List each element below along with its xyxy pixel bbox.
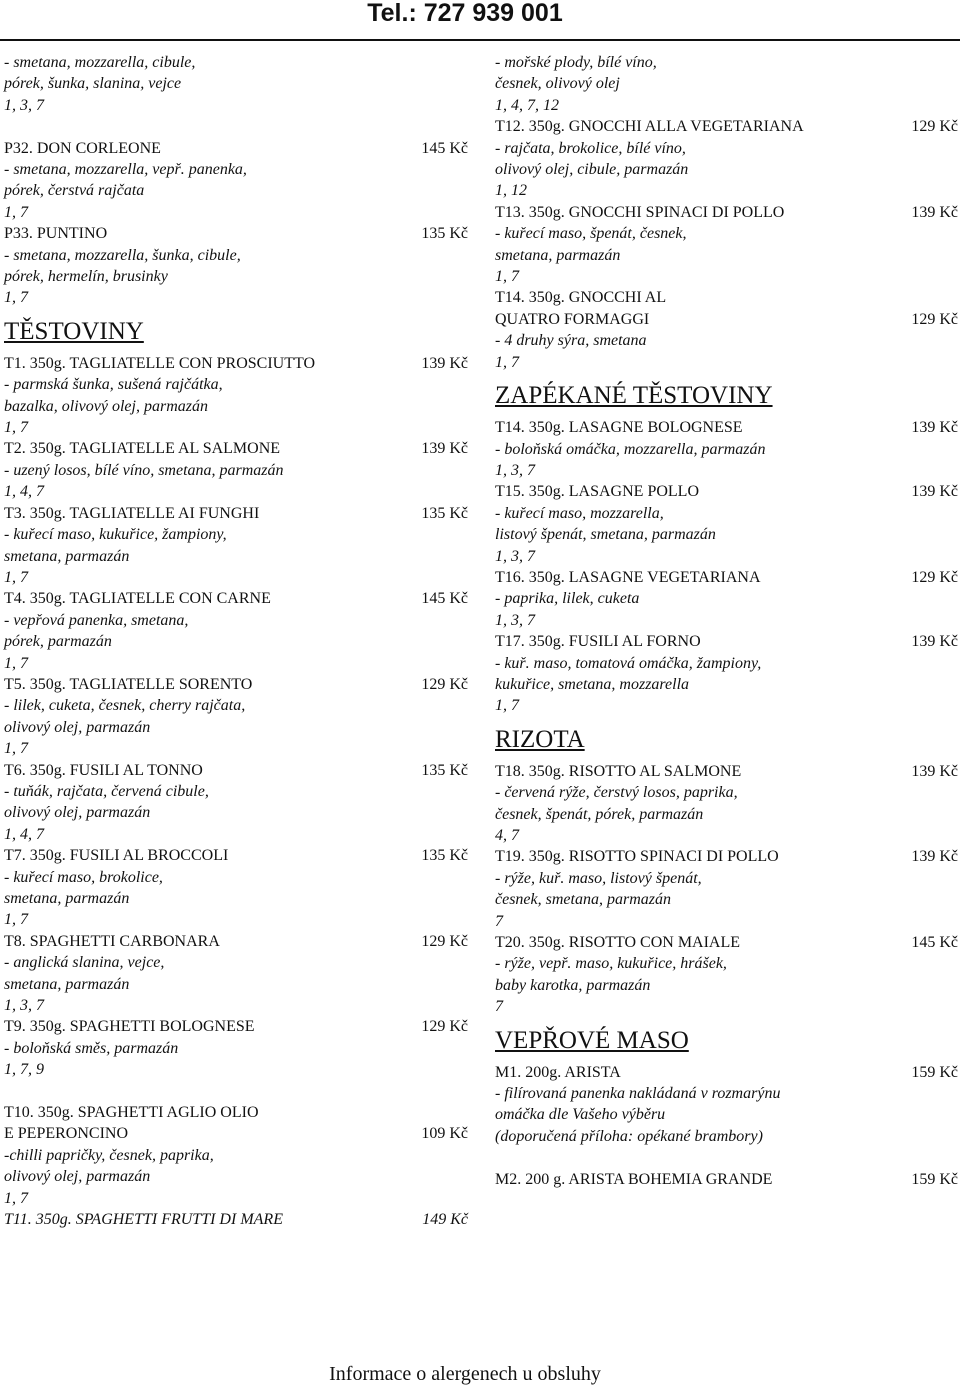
menu-line-text: T20. 350g. RISOTTO CON MAIALE [495, 934, 741, 952]
menu-line-text: 1, 4, 7, 12 [495, 96, 559, 114]
menu-item-price: 139 Kč [421, 440, 468, 458]
menu-line-text: - paprika, lilek, cuketa [495, 590, 640, 608]
menu-item-description [4, 159, 468, 180]
menu-line-text: T13. 350g. GNOCCHI SPINACI DI POLLO [495, 203, 785, 221]
menu-item-price: 135 Kč [421, 761, 468, 779]
menu-line-text: 1, 7 [4, 289, 28, 307]
menu-item-description [4, 909, 468, 930]
section-heading: RIZOTA [495, 725, 585, 753]
menu-item-price: 139 Kč [911, 483, 958, 501]
menu-item-title [4, 438, 468, 459]
menu-line-text: 1, 7 [4, 911, 28, 929]
menu-line-text: M2. 200 g. ARISTA BOHEMIA GRANDE [495, 1170, 773, 1188]
menu-line-text: - mořské plody, bílé víno, [495, 54, 657, 71]
menu-item-price: 135 Kč [421, 504, 468, 522]
menu-item-description [495, 524, 958, 545]
menu-line-text: QUATRO FORMAGGI [495, 310, 650, 328]
menu-line-text: (doporučená příloha: opékané brambory) [495, 1127, 763, 1145]
menu-item-price: 159 Kč [911, 1170, 958, 1188]
menu-item-description [4, 824, 468, 845]
menu-item-description [4, 1188, 468, 1209]
menu-line-text: T8. SPAGHETTI CARBONARA [4, 932, 220, 950]
menu-item-description [4, 374, 468, 395]
menu-line-text: - 4 druhy sýra, smetana [495, 332, 647, 350]
menu-item-description [4, 1145, 468, 1166]
menu-item-description [4, 867, 468, 888]
menu-item-title [495, 932, 958, 953]
menu-line-text: - smetana, mozzarella, vepř. panenka, [4, 161, 247, 179]
menu-item-description [495, 996, 958, 1017]
menu-item-price: 129 Kč [911, 568, 958, 586]
menu-line-text: 1, 3, 7 [4, 997, 44, 1015]
menu-item-description [4, 1038, 468, 1059]
menu-line-text: T1. 350g. TAGLIATELLE CON PROSCIUTTO [4, 354, 316, 372]
menu-item-description [4, 738, 468, 759]
menu-line-text: omáčka dle Vašeho výběru [495, 1106, 666, 1124]
menu-line-text: 1, 7 [4, 203, 28, 221]
menu-item-price: 145 Kč [421, 590, 468, 608]
menu-line-text: - vepřová panenka, smetana, [4, 611, 189, 629]
menu-line-text: 1, 7 [4, 1189, 28, 1207]
menu-line-text: - uzený losos, bílé víno, smetana, parmazán [4, 461, 284, 479]
menu-item-title [495, 567, 958, 588]
menu-item-title [4, 674, 468, 695]
menu-line-text: T6. 350g. FUSILI AL TONNO [4, 761, 203, 779]
menu-line-text: baby karotka, parmazán [495, 976, 651, 994]
menu-item-title [495, 846, 958, 867]
menu-line-text: - kuř. maso, tomatová omáčka, žampiony, [495, 654, 762, 672]
menu-line-text: olivový olej, cibule, parmazán [495, 161, 689, 179]
menu-item-title [4, 931, 468, 952]
menu-item-description [495, 588, 958, 609]
menu-line-text: - kuřecí maso, špenát, česnek, [495, 225, 687, 243]
menu-item-description [4, 695, 468, 716]
right-column [495, 52, 958, 1190]
spacer [4, 116, 468, 137]
menu-line-text: olivový olej, parmazán [4, 718, 151, 736]
menu-line-text: pórek, šunka, slanina, vejce [4, 75, 182, 93]
menu-item-description [4, 52, 468, 73]
menu-item-title [495, 309, 958, 330]
menu-item-description [495, 503, 958, 524]
menu-line-text: bazalka, olivový olej, parmazán [4, 397, 208, 415]
menu-line-text: 1, 7 [4, 568, 28, 586]
menu-item-title [4, 588, 468, 609]
menu-item-description [4, 481, 468, 502]
menu-line-text: 4, 7 [495, 827, 519, 844]
allergen-footer: Informace o alergenech u obsluhy [329, 1363, 601, 1385]
menu-item-price: 129 Kč [421, 932, 468, 950]
menu-line-text: T2. 350g. TAGLIATELLE AL SALMONE [4, 440, 281, 458]
menu-item-title [4, 223, 468, 244]
menu-line-text: T19. 350g. RISOTTO SPINACI DI POLLO [495, 848, 779, 866]
menu-item-description [495, 653, 958, 674]
menu-item-description [4, 1166, 468, 1187]
menu-item-price: 135 Kč [421, 847, 468, 865]
menu-item-description [495, 1126, 958, 1147]
menu-line-text: T4. 350g. TAGLIATELLE CON CARNE [4, 590, 271, 608]
menu-item-description [495, 52, 958, 73]
menu-item-title [495, 202, 958, 223]
menu-item-description [495, 1083, 958, 1104]
menu-item-title [4, 845, 468, 866]
menu-line-text: 7 [495, 998, 503, 1016]
menu-line-text: - kuřecí maso, mozzarella, [495, 504, 664, 522]
menu-line-text: T17. 350g. FUSILI AL FORNO [495, 633, 701, 651]
menu-item-title [4, 353, 468, 374]
menu-line-text: T15. 350g. LASAGNE POLLO [495, 483, 699, 501]
header-divider [0, 39, 960, 41]
menu-item-title [495, 761, 958, 782]
menu-item-description [495, 460, 958, 481]
menu-line-text: olivový olej, parmazán [4, 804, 151, 822]
menu-item-description [495, 266, 958, 287]
menu-line-text: T18. 350g. RISOTTO AL SALMONE [495, 762, 742, 780]
menu-item-description [495, 546, 958, 567]
menu-item-price: 145 Kč [421, 139, 468, 157]
menu-item-price: 129 Kč [421, 1018, 468, 1036]
menu-item-description [4, 417, 468, 438]
menu-line-text: T12. 350g. GNOCCHI ALLA VEGETARIANA [495, 118, 804, 136]
menu-item-price: 149 Kč [422, 1211, 468, 1229]
menu-item-description [495, 439, 958, 460]
menu-line-text: 1, 7 [495, 697, 519, 715]
menu-line-text: T7. 350g. FUSILI AL BROCCOLI [4, 847, 229, 865]
menu-item-description [4, 888, 468, 909]
menu-item-description [495, 868, 958, 889]
menu-item-description [4, 524, 468, 545]
spacer [495, 1147, 958, 1168]
menu-item-description [4, 202, 468, 223]
menu-line-text: 7 [495, 912, 503, 930]
menu-item-description [495, 804, 958, 825]
menu-item-description [4, 717, 468, 738]
menu-line-text: -chilli papričky, česnek, paprika, [4, 1146, 214, 1164]
menu-item-description [4, 653, 468, 674]
menu-line-text: 1, 3, 7 [495, 611, 535, 629]
menu-item-description [4, 1209, 468, 1230]
menu-line-text: olivový olej, parmazán [4, 1168, 151, 1186]
menu-line-text: kukuřice, smetana, mozzarella [495, 675, 690, 693]
menu-line-text: pórek, čerstvá rajčata [4, 182, 145, 200]
menu-line-text: listový špenát, smetana, parmazán [495, 526, 716, 544]
menu-item-price: 139 Kč [911, 203, 958, 221]
menu-line-text: česnek, špenát, pórek, parmazán [495, 805, 704, 823]
menu-item-title [495, 287, 958, 308]
menu-item-price: 129 Kč [911, 310, 958, 328]
menu-item-title [4, 503, 468, 524]
menu-line-text: 1, 7 [495, 268, 519, 286]
menu-line-text: T16. 350g. LASAGNE VEGETARIANA [495, 568, 761, 586]
menu-line-text: T14. 350g. GNOCCHI AL [495, 289, 667, 307]
menu-line-text: 1, 7 [495, 353, 519, 371]
menu-item-title [495, 1062, 958, 1083]
menu-line-text: smetana, parmazán [4, 547, 130, 565]
menu-item-description [495, 674, 958, 695]
menu-line-text: - filírovaná panenka nakládaná v rozmarýnu [495, 1085, 781, 1103]
menu-item-price: 139 Kč [911, 762, 958, 780]
menu-line-text: E PEPERONCINO [4, 1125, 129, 1143]
menu-item-description [4, 180, 468, 201]
menu-item-description [495, 911, 958, 932]
menu-item-title [4, 1123, 468, 1144]
menu-line-text: 1, 4, 7 [4, 483, 44, 501]
section-heading: TĚSTOVINY [4, 317, 144, 345]
menu-item-title [495, 1169, 958, 1190]
menu-line-text: P32. DON CORLEONE [4, 139, 161, 157]
menu-item-price: 139 Kč [911, 848, 958, 866]
menu-item-description [4, 567, 468, 588]
menu-item-price: 139 Kč [911, 419, 958, 437]
menu-item-price: 159 Kč [911, 1063, 958, 1081]
menu-line-text: T9. 350g. SPAGHETTI BOLOGNESE [4, 1018, 255, 1036]
menu-item-title [4, 760, 468, 781]
menu-line-text: - smetana, mozzarella, šunka, cibule, [4, 246, 241, 264]
menu-line-text: T10. 350g. SPAGHETTI AGLIO OLIO [4, 1104, 259, 1122]
menu-item-description [495, 223, 958, 244]
menu-line-text: smetana, parmazán [4, 975, 130, 993]
menu-item-description [495, 245, 958, 266]
menu-item-price: 145 Kč [911, 934, 958, 952]
left-column [4, 52, 468, 1231]
menu-item-description [495, 782, 958, 803]
menu-item-price: 129 Kč [911, 118, 958, 136]
menu-line-text: pórek, parmazán [4, 633, 112, 651]
menu-item-price: 129 Kč [421, 675, 468, 693]
menu-line-text: T14. 350g. LASAGNE BOLOGNESE [495, 419, 743, 437]
menu-line-text: - rajčata, brokolice, bílé víno, [495, 139, 686, 157]
menu-item-price: 139 Kč [911, 633, 958, 651]
menu-item-description [495, 889, 958, 910]
menu-item-price: 109 Kč [421, 1125, 468, 1143]
menu-item-description [4, 95, 468, 116]
menu-item-description [495, 695, 958, 716]
menu-item-title [495, 116, 958, 137]
menu-line-text: - tuňák, rajčata, červená cibule, [4, 782, 209, 800]
menu-line-text: 1, 7 [4, 419, 28, 437]
menu-line-text: 1, 3, 7 [495, 547, 535, 565]
section-heading: ZAPÉKANÉ TĚSTOVINY [495, 382, 773, 410]
menu-item-title [4, 1102, 468, 1123]
menu-item-description [4, 287, 468, 308]
section-heading: VEPŘOVÉ MASO [495, 1026, 689, 1054]
menu-line-text: - parmská šunka, sušená rajčátka, [4, 376, 223, 394]
menu-item-description [4, 245, 468, 266]
menu-item-title [495, 481, 958, 502]
menu-item-title [4, 1016, 468, 1037]
menu-item-description [4, 952, 468, 973]
menu-item-description [4, 610, 468, 631]
menu-item-description [4, 1059, 468, 1080]
menu-line-text: 1, 3, 7 [495, 461, 535, 479]
menu-item-description [495, 330, 958, 351]
menu-line-text: T3. 350g. TAGLIATELLE AI FUNGHI [4, 504, 260, 522]
menu-item-description [4, 460, 468, 481]
menu-item-description [4, 974, 468, 995]
menu-line-text: smetana, parmazán [4, 890, 130, 908]
menu-line-text: - smetana, mozzarella, cibule, [4, 54, 196, 71]
menu-line-text: M1. 200g. ARISTA [495, 1063, 621, 1081]
menu-line-text: T11. 350g. SPAGHETTI FRUTTI DI MARE [4, 1211, 283, 1229]
menu-line-text: 1, 7 [4, 740, 28, 758]
menu-line-text: česnek, smetana, parmazán [495, 891, 671, 909]
menu-line-text: - anglická slanina, vejce, [4, 954, 165, 972]
menu-item-title [495, 417, 958, 438]
menu-item-description [495, 1104, 958, 1125]
menu-item-description [4, 73, 468, 94]
menu-line-text: - rýže, vepř. maso, kukuřice, hrášek, [495, 955, 727, 973]
menu-line-text: smetana, parmazán [495, 246, 621, 264]
menu-item-price: 139 Kč [421, 354, 468, 372]
menu-item-description [495, 953, 958, 974]
menu-line-text: - kuřecí maso, kukuřice, žampiony, [4, 526, 227, 544]
menu-item-description [4, 781, 468, 802]
menu-line-text: - lilek, cuketa, česnek, cherry rajčata, [4, 697, 246, 715]
menu-line-text: - boloňská směs, parmazán [4, 1039, 179, 1057]
menu-line-text: P33. PUNTINO [4, 225, 108, 243]
menu-line-text: česnek, olivový olej [495, 75, 620, 93]
menu-item-title [4, 138, 468, 159]
menu-line-text: 1, 7, 9 [4, 1061, 44, 1079]
menu-item-description [495, 825, 958, 846]
menu-item-description [495, 95, 958, 116]
menu-item-description [495, 610, 958, 631]
menu-item-description [495, 180, 958, 201]
menu-item-description [495, 138, 958, 159]
menu-line-text: T5. 350g. TAGLIATELLE SORENTO [4, 675, 253, 693]
menu-line-text: 1, 7 [4, 654, 28, 672]
menu-line-text: - rýže, kuř. maso, listový špenát, [495, 869, 702, 887]
menu-item-description [495, 975, 958, 996]
menu-item-description [4, 266, 468, 287]
menu-line-text: pórek, hermelín, brusinky [4, 268, 168, 286]
menu-line-text: 1, 3, 7 [4, 96, 44, 114]
menu-item-description [495, 352, 958, 373]
menu-item-description [4, 546, 468, 567]
menu-item-description [4, 396, 468, 417]
phone-number: Tel.: 727 939 001 [367, 0, 563, 27]
menu-line-text: - boloňská omáčka, mozzarella, parmazán [495, 440, 766, 458]
menu-item-title [495, 631, 958, 652]
menu-item-description [4, 995, 468, 1016]
menu-item-description [495, 73, 958, 94]
menu-item-description [4, 631, 468, 652]
menu-line-text: 1, 4, 7 [4, 825, 44, 843]
menu-item-description [4, 802, 468, 823]
menu-line-text: - červená rýže, čerstvý losos, paprika, [495, 784, 738, 802]
menu-line-text: 1, 12 [495, 182, 527, 200]
menu-item-price: 135 Kč [421, 225, 468, 243]
menu-line-text: - kuřecí maso, brokolice, [4, 868, 163, 886]
menu-item-description [495, 159, 958, 180]
spacer [4, 1081, 468, 1102]
